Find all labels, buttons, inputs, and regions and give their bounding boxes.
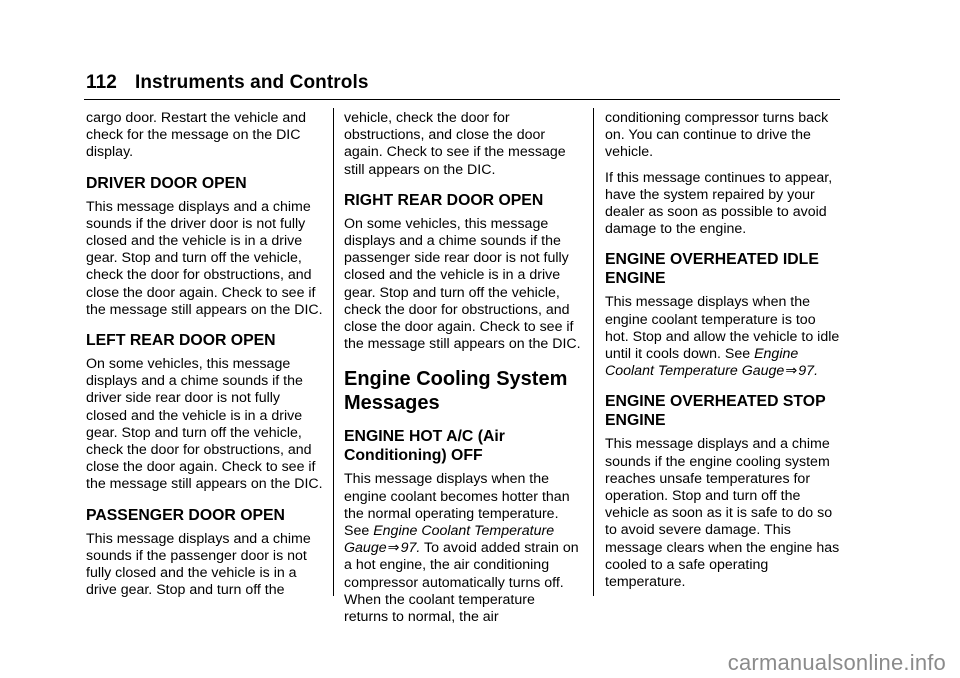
paragraph: If this message continues to appear, have the system repaired by your dealer as soon as possible to avoid damage to the engine. [605,169,833,238]
column-3 [605,110,843,599]
cross-reference-link[interactable]: Engine Coolant Temperature Gauge⇒97. [344,523,555,557]
page-reference-number: 97 [798,363,815,380]
heading-passenger-door-open: PASSENGER DOOR OPEN [86,506,285,524]
heading-engine-overheated-stop: ENGINE OVERHEATED STOP ENGINE [605,393,826,430]
column-1 [86,110,324,607]
watermark: carmanualsonline.info [727,650,946,675]
heading-engine-hot-ac-off: ENGINE HOT A/C (Air Conditioning) OFF [344,428,505,465]
header-rule [84,99,840,100]
paragraph: This message displays and a chime sounds if the driver door is not fully closed and the vehicle is in a drive gear. Stop and turn off the vehicle, check the door for obstructions, and close the door again. Check to see if the message still appears on the DIC. [86,198,323,318]
heading-driver-door-open: DRIVER DOOR OPEN [86,174,247,192]
page-reference-icon: ⇒ [387,540,400,557]
paragraph-text: This message displays when the engine coolant temperature is too hot. Stop and allow the vehicle to idle until it cools down. See [605,294,840,363]
section-heading-engine-cooling: Engine Cooling System Messages [344,368,568,415]
paragraph: cargo door. Restart the vehicle and check for the message on the DIC display. [86,110,307,161]
paragraph [344,471,582,626]
cross-reference-link[interactable]: Engine Coolant Temperature Gauge⇒97. [605,346,819,380]
paragraph: On some vehicles, this message displays and a chime sounds if the passenger side rear door is not fully closed and the vehicle is in a drive gear. Stop and turn off the vehicle, check the door for obstructions, and close the door again. Check to see if the message still appears on the DIC. [344,215,581,353]
column-divider [593,108,594,596]
paragraph-text: This message displays when the engine coolant becomes hotter than the normal operating temperature. See [344,471,570,540]
cross-reference-title: Engine Coolant Temperature Gauge [605,346,799,380]
heading-left-rear-door-open: LEFT REAR DOOR OPEN [86,332,276,350]
page-reference-icon: ⇒ [785,363,798,380]
page-reference-number: 97 [400,540,417,557]
paragraph: This message displays and a chime sounds if the passenger door is not fully closed and the vehicle is in a drive gear. Stop and turn off the [86,530,311,599]
column-2 [344,110,582,634]
paragraph: conditioning compressor turns back on. You can continue to drive the vehicle. [605,110,829,161]
paragraph [605,294,843,380]
heading-engine-overheated-idle: ENGINE OVERHEATED IDLE ENGINE [605,251,819,288]
paragraph: On some vehicles, this message displays and a chime sounds if the driver side rear door is not fully closed and the vehicle is in a drive gear. Stop and turn off the vehicle, check the door for obstructions, and close the door again. Check to see if the message still appears on the DIC. [86,356,323,493]
heading-right-rear-door-open: RIGHT REAR DOOR OPEN [344,191,544,209]
column-divider [333,108,334,596]
paragraph-text: To avoid added strain on a hot engine, the air conditioning compressor automatically turns off. When the coolant temperature returns to normal, the air [344,540,579,626]
paragraph: This message displays and a chime sounds if the engine cooling system reaches unsafe temperatures for operation. Stop and turn off the vehicle as soon as it is safe to do so to avoid severe damage. This message clears when the engine has cooled to a safe operating temperature. [605,436,840,591]
page-header [86,72,369,94]
page-number: 112 [86,72,117,93]
section-title: Instruments and Controls [134,72,369,93]
paragraph: vehicle, check the door for obstructions, and close the door again. Check to see if the message still appears on the DIC. [344,110,566,178]
cross-reference-title: Engine Coolant Temperature Gauge [344,523,555,557]
